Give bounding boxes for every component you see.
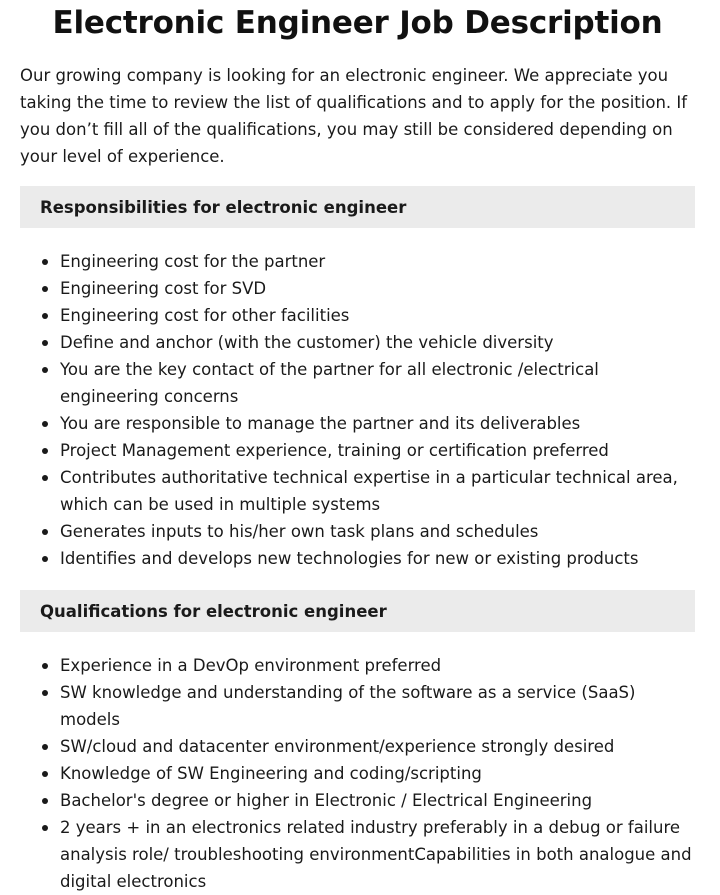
- list-item: Bachelor's degree or higher in Electronic / Electrical Engineering: [60, 787, 695, 814]
- list-item: Generates inputs to his/her own task plans and schedules: [60, 518, 695, 545]
- list-item: SW/cloud and datacenter environment/experience strongly desired: [60, 733, 695, 760]
- qualifications-list: [20, 652, 695, 895]
- responsibilities-list: [20, 248, 695, 572]
- list-item: 2 years + in an electronics related industry preferably in a debug or failure analysis role/ troubleshooting environmentCapabilities in both analogue and digital electronics: [60, 814, 695, 895]
- page-title: Electronic Engineer Job Description: [52, 5, 663, 41]
- list-item: Define and anchor (with the customer) the vehicle diversity: [60, 329, 695, 356]
- list-item: Knowledge of SW Engineering and coding/scripting: [60, 760, 695, 787]
- list-item: Engineering cost for the partner: [60, 248, 695, 275]
- list-item: Contributes authoritative technical expertise in a particular technical area, which can be used in multiple systems: [60, 464, 695, 518]
- responsibilities-header: [20, 186, 695, 228]
- list-item: SW knowledge and understanding of the software as a service (SaaS) models: [60, 679, 695, 733]
- list-item: Experience in a DevOp environment preferred: [60, 652, 695, 679]
- list-item: You are the key contact of the partner for all electronic /electrical engineering concerns: [60, 356, 695, 410]
- intro-paragraph: Our growing company is looking for an electronic engineer. We appreciate you taking the time to review the list of qualifications and to apply for the position. If you don’t fill all of the qualifications, you may still be considered depending on your level of experience.: [20, 66, 688, 166]
- list-item: Engineering cost for SVD: [60, 275, 695, 302]
- qualifications-heading: Qualifications for electronic engineer: [40, 601, 387, 621]
- responsibilities-heading: Responsibilities for electronic engineer: [40, 197, 407, 217]
- list-item: Engineering cost for other facilities: [60, 302, 695, 329]
- list-item: You are responsible to manage the partner and its deliverables: [60, 410, 695, 437]
- list-item: Identifies and develops new technologies for new or existing products: [60, 545, 695, 572]
- list-item: Project Management experience, training or certification preferred: [60, 437, 695, 464]
- qualifications-header: [20, 590, 695, 632]
